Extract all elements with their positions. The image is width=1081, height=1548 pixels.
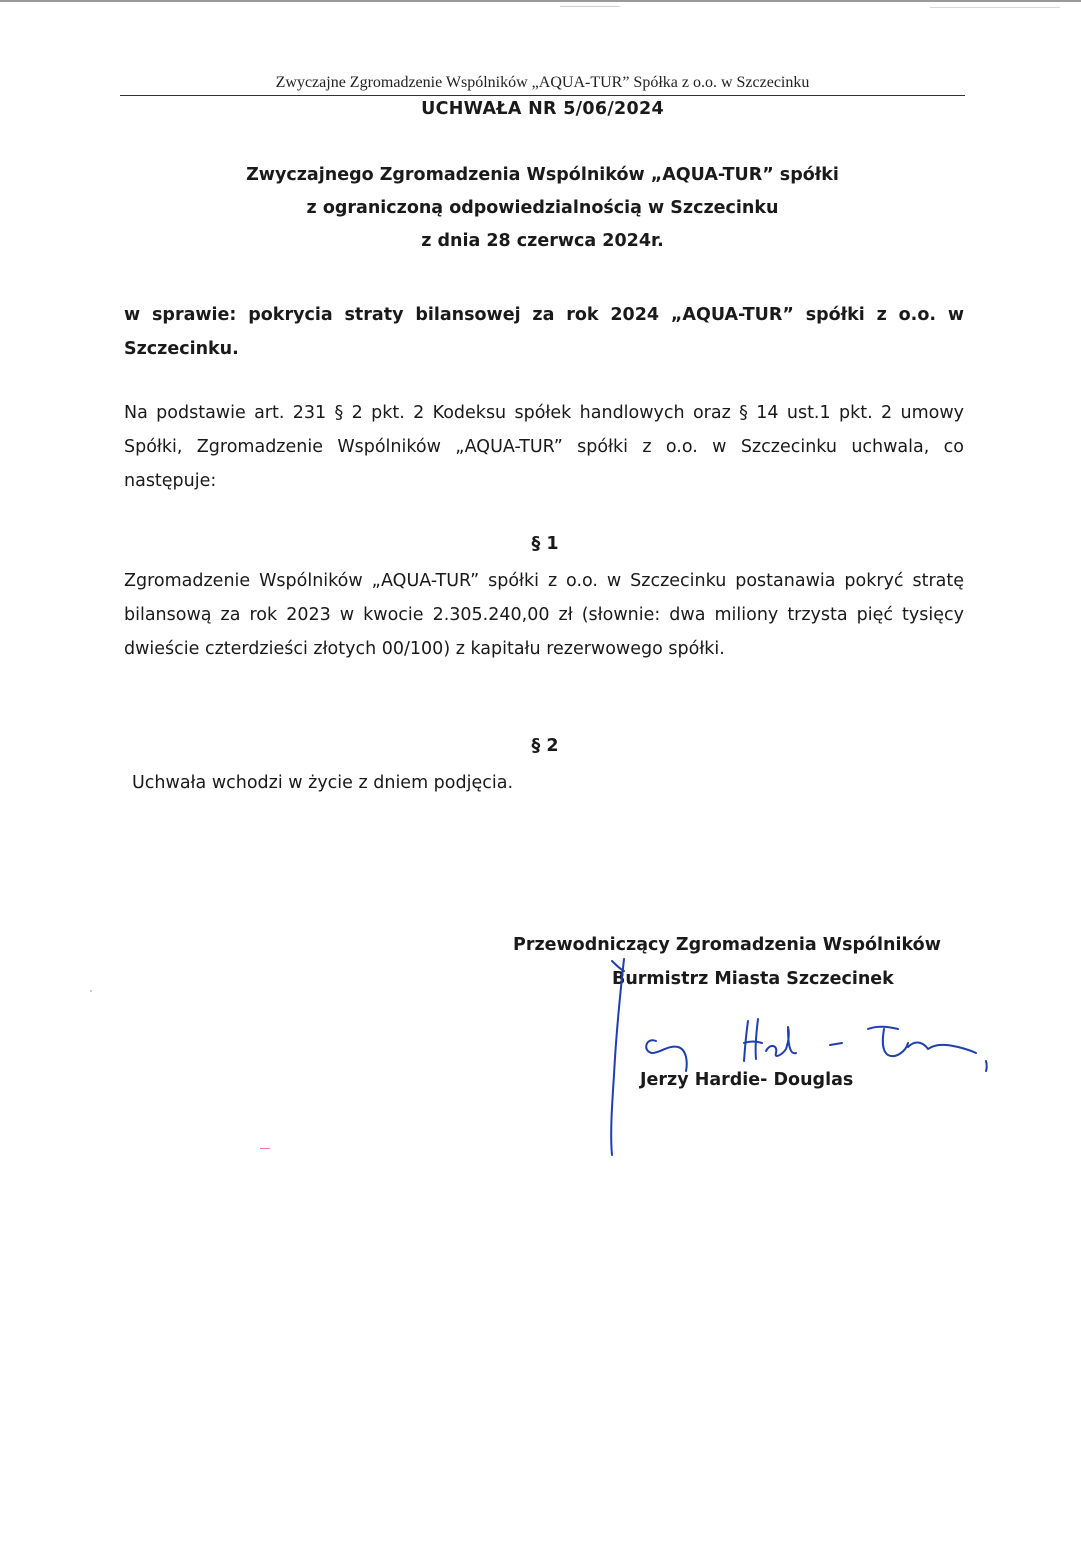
handwritten-signature [598, 955, 998, 1165]
scan-artifact [90, 990, 92, 992]
resolution-subject: w sprawie: pokrycia straty bilansowej za rok 2024 „AQUA-TUR” spółki z o.o. w Szczecinku. [124, 305, 964, 359]
section-1-text: Zgromadzenie Wspólników „AQUA-TUR” spółki z o.o. w Szczecinku postanawia pokryć stratę bilansową za rok 2023 w kwocie 2.305.240,00 zł (słownie: dwa miliony trzysta pięć tysięcy dwieście czterdzieści złotych 00/100) z kapitału rezerwowego spółki. [124, 571, 964, 659]
signatory-title: Burmistrz Miasta Szczecinek [612, 969, 894, 989]
section-2-sign: § 2 [531, 736, 559, 756]
scan-artifact [560, 6, 620, 7]
issuer-line-2: z ograniczoną odpowiedzialnością w Szczecinku [306, 198, 779, 218]
signatory-name: Jerzy Hardie- Douglas [640, 1070, 854, 1090]
issuer-line-1: Zwyczajnego Zgromadzenia Wspólników „AQUA-TUR” spółki [246, 165, 839, 185]
document-header: Zwyczajne Zgromadzenie Wspólników „AQUA-TUR” Spółka z o.o. w Szczecinku [275, 74, 810, 91]
scan-artifact [930, 7, 1060, 8]
legal-basis: Na podstawie art. 231 § 2 pkt. 2 Kodeksu spółek handlowych oraz § 14 ust.1 pkt. 2 umowy Spółki, Zgromadzenie Wspólników „AQUA-TUR” spółki z o.o. w Szczecinku uchwala, co następuje: [124, 403, 964, 491]
resolution-number: UCHWAŁA NR 5/06/2024 [421, 99, 664, 119]
section-2-text: Uchwała wchodzi w życie z dniem podjęcia. [132, 773, 514, 793]
signatory-role: Przewodniczący Zgromadzenia Wspólników [513, 935, 941, 955]
scan-top-edge [0, 0, 1081, 2]
scan-artifact [260, 1148, 270, 1149]
section-1-sign: § 1 [531, 534, 559, 554]
header-rule [120, 95, 965, 96]
resolution-date: z dnia 28 czerwca 2024r. [421, 231, 664, 251]
